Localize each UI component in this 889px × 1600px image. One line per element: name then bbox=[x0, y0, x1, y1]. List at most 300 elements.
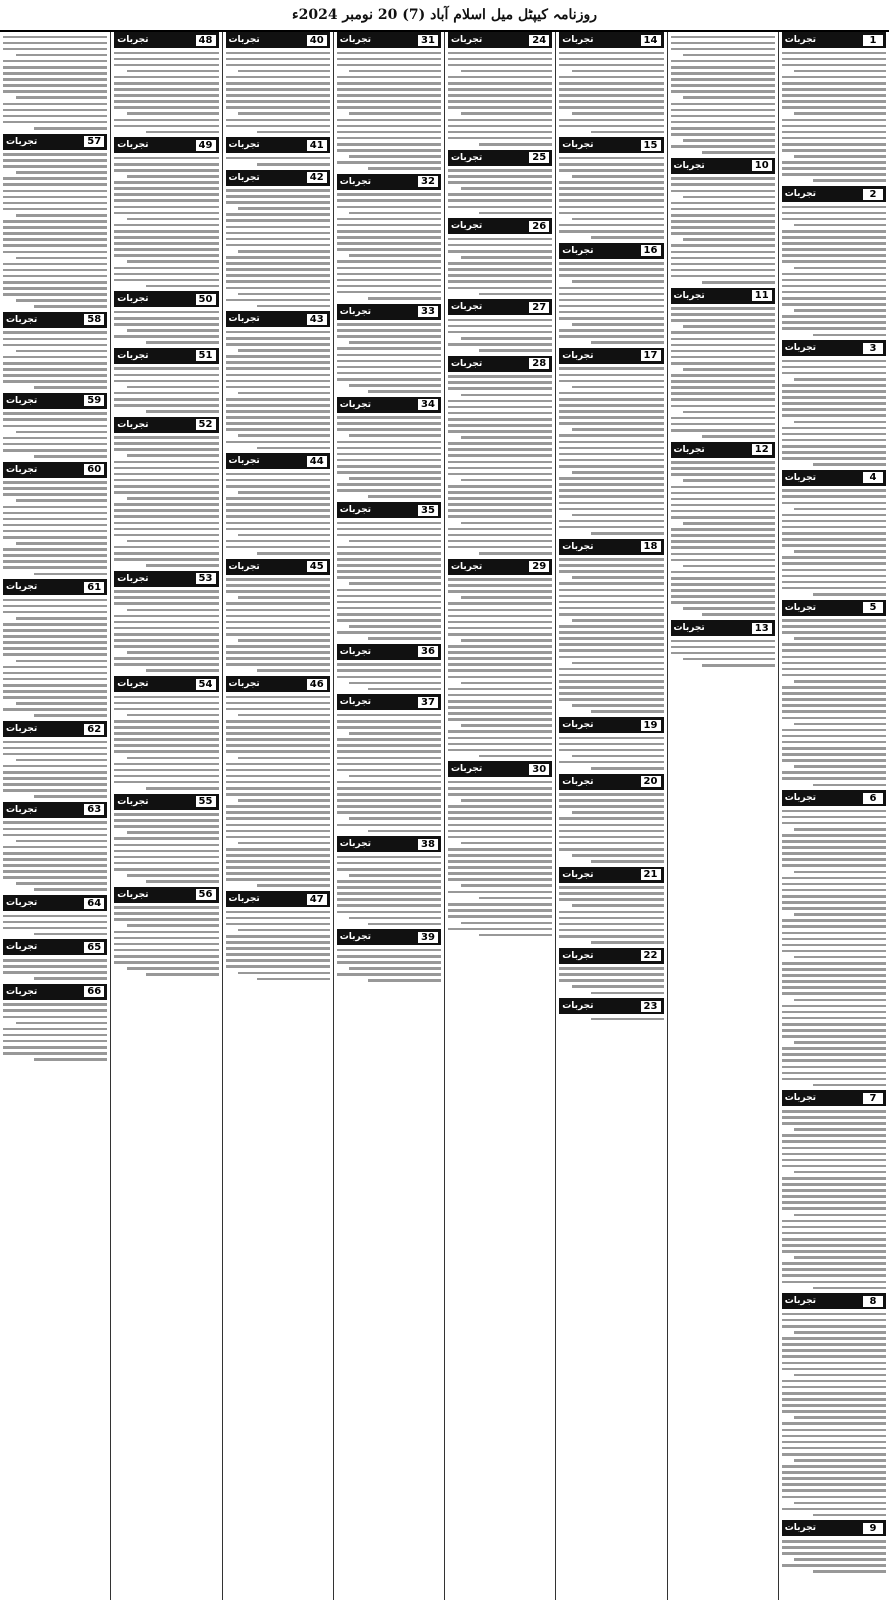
item-tag: تجربات bbox=[784, 602, 817, 613]
news-item bbox=[3, 939, 107, 979]
item-number: 51 bbox=[196, 350, 216, 361]
item-number: 36 bbox=[418, 646, 438, 657]
item-number: 34 bbox=[418, 399, 438, 410]
item-body-text bbox=[782, 1110, 886, 1289]
item-number: 54 bbox=[196, 679, 216, 690]
item-header-bar bbox=[559, 948, 663, 964]
item-number: 44 bbox=[307, 456, 327, 467]
news-item bbox=[226, 891, 330, 980]
item-body-text bbox=[782, 489, 886, 595]
news-item bbox=[559, 539, 663, 713]
item-number: 43 bbox=[307, 314, 327, 325]
item-header-bar bbox=[226, 891, 330, 907]
item-header-bar bbox=[3, 721, 107, 737]
news-item bbox=[114, 291, 218, 344]
item-number: 45 bbox=[307, 561, 327, 572]
item-tag: تجربات bbox=[784, 1523, 817, 1534]
item-number: 47 bbox=[307, 894, 327, 905]
item-tag: تجربات bbox=[562, 720, 594, 730]
item-body-text bbox=[226, 911, 330, 981]
item-body-text bbox=[448, 238, 552, 295]
news-item bbox=[559, 948, 663, 994]
item-header-bar bbox=[114, 571, 218, 587]
item-header-bar bbox=[3, 984, 107, 1000]
item-body-text bbox=[337, 714, 441, 832]
item-tag: تجربات bbox=[562, 950, 594, 961]
item-tag: تجربات bbox=[228, 561, 260, 572]
item-number: 32 bbox=[418, 176, 438, 187]
item-header-bar bbox=[226, 137, 330, 153]
item-tag: تجربات bbox=[117, 796, 149, 807]
item-tag: تجربات bbox=[117, 573, 149, 584]
item-body-text bbox=[226, 331, 330, 449]
item-number: 19 bbox=[641, 720, 661, 731]
item-body-text bbox=[337, 856, 441, 926]
news-item bbox=[671, 620, 775, 666]
item-body-text bbox=[559, 793, 663, 863]
item-header-bar bbox=[3, 134, 107, 150]
news-item bbox=[559, 32, 663, 133]
item-tag: تجربات bbox=[117, 419, 149, 430]
item-body-text bbox=[337, 323, 441, 393]
item-tag: تجربات bbox=[117, 889, 149, 900]
item-body-text bbox=[337, 416, 441, 498]
item-tag: تجربات bbox=[562, 869, 594, 880]
news-columns bbox=[0, 32, 889, 1600]
item-tag: تجربات bbox=[6, 582, 38, 593]
item-header-bar bbox=[337, 304, 441, 320]
item-header-bar bbox=[226, 453, 330, 469]
item-number: 66 bbox=[84, 986, 104, 997]
item-body-text bbox=[337, 949, 441, 982]
item-tag: تجربات bbox=[451, 221, 483, 232]
item-header-bar bbox=[114, 32, 218, 48]
item-body-text bbox=[448, 375, 552, 554]
item-header-bar bbox=[671, 442, 775, 458]
news-item bbox=[114, 348, 218, 413]
news-item bbox=[559, 717, 663, 770]
item-tag: تجربات bbox=[451, 358, 483, 369]
news-item bbox=[3, 134, 107, 308]
item-number: 64 bbox=[84, 898, 104, 909]
item-header-bar bbox=[3, 579, 107, 595]
news-item bbox=[559, 998, 663, 1020]
news-item bbox=[782, 790, 886, 1086]
item-tag: تجربات bbox=[6, 464, 38, 475]
item-body-text bbox=[559, 262, 663, 344]
column-3 bbox=[555, 32, 666, 1600]
news-item bbox=[782, 470, 886, 596]
news-item bbox=[782, 186, 886, 336]
item-body-text bbox=[337, 522, 441, 640]
item-body-text bbox=[3, 915, 107, 936]
item-body-text bbox=[782, 360, 886, 466]
item-number: 1 bbox=[863, 35, 883, 46]
item-number: 53 bbox=[196, 573, 216, 584]
item-tag: تجربات bbox=[6, 724, 38, 734]
item-tag: تجربات bbox=[562, 245, 594, 256]
item-number: 42 bbox=[307, 172, 327, 183]
news-item bbox=[3, 984, 107, 1061]
item-body-text bbox=[226, 189, 330, 307]
item-body-text bbox=[448, 169, 552, 214]
news-item bbox=[671, 288, 775, 438]
item-header-bar bbox=[448, 761, 552, 777]
column-2 bbox=[667, 32, 778, 1600]
item-number: 22 bbox=[641, 950, 661, 961]
item-body-text bbox=[226, 157, 330, 166]
news-item bbox=[671, 158, 775, 284]
item-body-text bbox=[782, 52, 886, 183]
item-body-text bbox=[559, 367, 663, 534]
item-number: 14 bbox=[641, 35, 661, 46]
news-item bbox=[337, 929, 441, 982]
item-header-bar bbox=[782, 600, 886, 616]
item-header-bar bbox=[114, 676, 218, 692]
item-body-text bbox=[671, 307, 775, 438]
item-tag: تجربات bbox=[6, 136, 38, 147]
item-body-text bbox=[114, 813, 218, 883]
item-tag: تجربات bbox=[784, 189, 817, 200]
news-item bbox=[782, 340, 886, 466]
item-tag: تجربات bbox=[784, 343, 817, 354]
item-number: 24 bbox=[529, 35, 549, 46]
item-number: 23 bbox=[641, 1001, 661, 1012]
item-number: 60 bbox=[84, 464, 104, 475]
item-tag: تجربات bbox=[228, 35, 260, 45]
item-header-bar bbox=[782, 340, 886, 356]
news-item bbox=[3, 393, 107, 458]
item-body-text bbox=[559, 1018, 663, 1021]
item-tag: تجربات bbox=[117, 350, 149, 361]
item-body-text bbox=[671, 640, 775, 667]
item-tag: تجربات bbox=[784, 1296, 817, 1307]
item-header-bar bbox=[337, 694, 441, 710]
item-tag: تجربات bbox=[117, 679, 149, 690]
news-item bbox=[448, 299, 552, 352]
news-item bbox=[226, 559, 330, 673]
news-item bbox=[782, 1520, 886, 1573]
item-header-bar bbox=[671, 288, 775, 304]
item-number: 55 bbox=[196, 796, 216, 807]
item-body-text bbox=[782, 1313, 886, 1517]
item-number: 57 bbox=[84, 136, 104, 147]
item-number: 52 bbox=[196, 419, 216, 430]
news-item bbox=[3, 312, 107, 389]
item-header-bar bbox=[337, 644, 441, 660]
news-item bbox=[226, 676, 330, 887]
item-tag: تجربات bbox=[228, 679, 260, 690]
news-item bbox=[448, 559, 552, 758]
item-body-text bbox=[114, 367, 218, 412]
item-number: 2 bbox=[863, 189, 883, 200]
item-number: 3 bbox=[863, 343, 883, 354]
item-header-bar bbox=[448, 218, 552, 234]
item-header-bar bbox=[448, 356, 552, 372]
news-item bbox=[448, 218, 552, 295]
column-5 bbox=[333, 32, 444, 1600]
item-body-text bbox=[114, 52, 218, 134]
item-header-bar bbox=[782, 1520, 886, 1536]
item-header-bar bbox=[337, 836, 441, 852]
item-number: 41 bbox=[307, 140, 327, 151]
item-number: 38 bbox=[418, 839, 438, 850]
item-body-text bbox=[114, 157, 218, 288]
news-item bbox=[337, 694, 441, 832]
item-tag: تجربات bbox=[6, 898, 38, 909]
item-body-text bbox=[114, 590, 218, 672]
news-item bbox=[226, 311, 330, 449]
item-body-text bbox=[226, 52, 330, 134]
item-header-bar bbox=[114, 291, 218, 307]
item-tag: تجربات bbox=[562, 776, 594, 787]
news-item bbox=[337, 174, 441, 300]
item-body-text bbox=[3, 821, 107, 891]
column-7 bbox=[110, 32, 221, 1600]
item-number: 33 bbox=[418, 306, 438, 317]
item-header-bar bbox=[559, 867, 663, 883]
item-body-text bbox=[3, 153, 107, 308]
item-header-bar bbox=[337, 929, 441, 945]
news-item bbox=[782, 1293, 886, 1516]
item-tag: تجربات bbox=[673, 290, 705, 301]
news-item bbox=[114, 887, 218, 976]
news-item bbox=[448, 903, 552, 936]
item-tag: تجربات bbox=[6, 804, 38, 815]
item-number: 48 bbox=[196, 35, 216, 46]
item-body-text bbox=[337, 52, 441, 170]
item-number: 25 bbox=[529, 152, 549, 163]
news-item bbox=[3, 36, 107, 130]
news-item bbox=[671, 36, 775, 154]
item-header-bar bbox=[559, 243, 663, 259]
item-tag: تجربات bbox=[673, 623, 705, 634]
item-number: 35 bbox=[418, 505, 438, 516]
news-item bbox=[114, 32, 218, 133]
item-number: 7 bbox=[863, 1093, 883, 1104]
news-item bbox=[559, 348, 663, 535]
item-body-text bbox=[3, 331, 107, 388]
news-item bbox=[448, 761, 552, 899]
item-body-text bbox=[559, 737, 663, 770]
item-body-text bbox=[448, 578, 552, 757]
item-header-bar bbox=[782, 1090, 886, 1106]
item-body-text bbox=[226, 473, 330, 555]
masthead-title: روزنامہ کیپٹل میل اسلام آباد (7) 20 نومبر 2024ء bbox=[292, 7, 597, 23]
item-body-text bbox=[782, 619, 886, 786]
item-body-text bbox=[337, 193, 441, 299]
item-body-text bbox=[226, 696, 330, 888]
item-tag: تجربات bbox=[6, 395, 38, 406]
column-8 bbox=[0, 32, 110, 1600]
news-item bbox=[448, 32, 552, 146]
item-header-bar bbox=[448, 150, 552, 166]
item-number: 16 bbox=[641, 245, 661, 256]
item-number: 31 bbox=[418, 35, 438, 46]
news-item bbox=[559, 243, 663, 344]
column-6 bbox=[222, 32, 333, 1600]
item-number: 29 bbox=[529, 561, 549, 572]
news-item bbox=[114, 794, 218, 883]
item-header-bar bbox=[226, 170, 330, 186]
item-header-bar bbox=[448, 299, 552, 315]
item-tag: تجربات bbox=[117, 140, 149, 151]
item-body-text bbox=[448, 903, 552, 936]
item-number: 61 bbox=[84, 582, 104, 593]
item-body-text bbox=[671, 461, 775, 616]
item-header-bar bbox=[337, 174, 441, 190]
item-header-bar bbox=[226, 32, 330, 48]
item-header-bar bbox=[559, 998, 663, 1014]
item-number: 62 bbox=[84, 724, 104, 735]
item-number: 50 bbox=[196, 294, 216, 305]
item-number: 37 bbox=[418, 697, 438, 708]
item-number: 13 bbox=[752, 623, 772, 634]
column-1 bbox=[778, 32, 889, 1600]
item-body-text bbox=[559, 558, 663, 713]
news-item bbox=[337, 644, 441, 690]
item-tag: تجربات bbox=[451, 561, 483, 572]
news-item bbox=[559, 137, 663, 238]
item-number: 46 bbox=[307, 679, 327, 690]
item-header-bar bbox=[448, 32, 552, 48]
item-body-text bbox=[3, 1003, 107, 1060]
item-header-bar bbox=[226, 311, 330, 327]
item-tag: تجربات bbox=[784, 793, 817, 804]
news-item bbox=[226, 32, 330, 133]
item-header-bar bbox=[782, 1293, 886, 1309]
item-header-bar bbox=[3, 312, 107, 328]
news-item bbox=[337, 502, 441, 640]
item-body-text bbox=[114, 696, 218, 790]
news-item bbox=[226, 170, 330, 308]
item-header-bar bbox=[226, 676, 330, 692]
item-header-bar bbox=[3, 462, 107, 478]
news-item bbox=[114, 417, 218, 567]
item-number: 4 bbox=[863, 472, 883, 483]
item-header-bar bbox=[3, 939, 107, 955]
item-body-text bbox=[559, 886, 663, 943]
item-body-text bbox=[782, 206, 886, 337]
item-header-bar bbox=[448, 559, 552, 575]
item-number: 63 bbox=[84, 804, 104, 815]
item-tag: تجربات bbox=[451, 302, 483, 313]
item-body-text bbox=[448, 781, 552, 899]
item-body-text bbox=[3, 481, 107, 575]
item-tag: تجربات bbox=[451, 35, 483, 45]
item-tag: تجربات bbox=[228, 140, 260, 151]
item-tag: تجربات bbox=[562, 140, 594, 151]
masthead bbox=[0, 0, 889, 32]
item-tag: تجربات bbox=[673, 160, 705, 171]
item-header-bar bbox=[782, 32, 886, 48]
item-body-text bbox=[114, 906, 218, 976]
item-tag: تجربات bbox=[562, 350, 594, 361]
item-tag: تجربات bbox=[228, 894, 260, 905]
item-number: 49 bbox=[196, 140, 216, 151]
item-number: 8 bbox=[863, 1296, 883, 1307]
item-body-text bbox=[559, 967, 663, 994]
item-tag: تجربات bbox=[6, 942, 38, 953]
item-number: 21 bbox=[641, 869, 661, 880]
news-item bbox=[337, 397, 441, 498]
news-item bbox=[337, 836, 441, 925]
item-header-bar bbox=[559, 717, 663, 733]
item-header-bar bbox=[337, 397, 441, 413]
item-body-text bbox=[559, 157, 663, 239]
item-header-bar bbox=[114, 887, 218, 903]
news-item bbox=[3, 895, 107, 935]
item-header-bar bbox=[559, 348, 663, 364]
news-item bbox=[559, 774, 663, 863]
item-tag: تجربات bbox=[784, 472, 817, 483]
item-number: 11 bbox=[752, 290, 772, 301]
item-tag: تجربات bbox=[562, 541, 594, 552]
item-tag: تجربات bbox=[6, 314, 38, 325]
item-number: 26 bbox=[529, 221, 549, 232]
item-body-text bbox=[3, 36, 107, 130]
news-item bbox=[448, 356, 552, 555]
item-header-bar bbox=[559, 137, 663, 153]
news-item bbox=[3, 579, 107, 717]
item-header-bar bbox=[114, 794, 218, 810]
item-number: 18 bbox=[641, 541, 661, 552]
item-tag: تجربات bbox=[117, 35, 149, 45]
item-body-text bbox=[448, 52, 552, 146]
item-tag: تجربات bbox=[339, 35, 372, 45]
item-body-text bbox=[3, 412, 107, 457]
item-header-bar bbox=[226, 559, 330, 575]
item-header-bar bbox=[337, 502, 441, 518]
item-header-bar bbox=[671, 620, 775, 636]
item-number: 27 bbox=[529, 302, 549, 313]
item-body-text bbox=[114, 436, 218, 567]
column-4 bbox=[444, 32, 555, 1600]
item-body-text bbox=[337, 663, 441, 690]
item-tag: تجربات bbox=[562, 1001, 594, 1012]
news-item bbox=[337, 32, 441, 170]
item-header-bar bbox=[559, 539, 663, 555]
item-body-text bbox=[3, 599, 107, 717]
news-item bbox=[782, 1090, 886, 1289]
item-tag: تجربات bbox=[784, 1093, 817, 1104]
item-number: 12 bbox=[752, 444, 772, 455]
item-body-text bbox=[3, 741, 107, 798]
news-item bbox=[114, 137, 218, 287]
item-body-text bbox=[226, 578, 330, 672]
news-item bbox=[3, 802, 107, 891]
item-tag: تجربات bbox=[6, 986, 38, 997]
item-header-bar bbox=[559, 32, 663, 48]
item-header-bar bbox=[782, 186, 886, 202]
item-number: 58 bbox=[84, 314, 104, 325]
item-body-text bbox=[671, 177, 775, 283]
item-tag: تجربات bbox=[339, 176, 372, 187]
item-number: 56 bbox=[196, 889, 216, 900]
item-body-text bbox=[782, 1540, 886, 1573]
item-header-bar bbox=[782, 470, 886, 486]
item-number: 9 bbox=[863, 1523, 883, 1534]
news-item bbox=[337, 304, 441, 393]
item-header-bar bbox=[3, 802, 107, 818]
item-number: 40 bbox=[307, 35, 327, 46]
item-tag: تجربات bbox=[339, 399, 372, 410]
item-header-bar bbox=[3, 393, 107, 409]
item-header-bar bbox=[671, 158, 775, 174]
item-tag: تجربات bbox=[228, 314, 260, 325]
item-number: 30 bbox=[529, 764, 549, 775]
item-tag: تجربات bbox=[451, 764, 483, 775]
